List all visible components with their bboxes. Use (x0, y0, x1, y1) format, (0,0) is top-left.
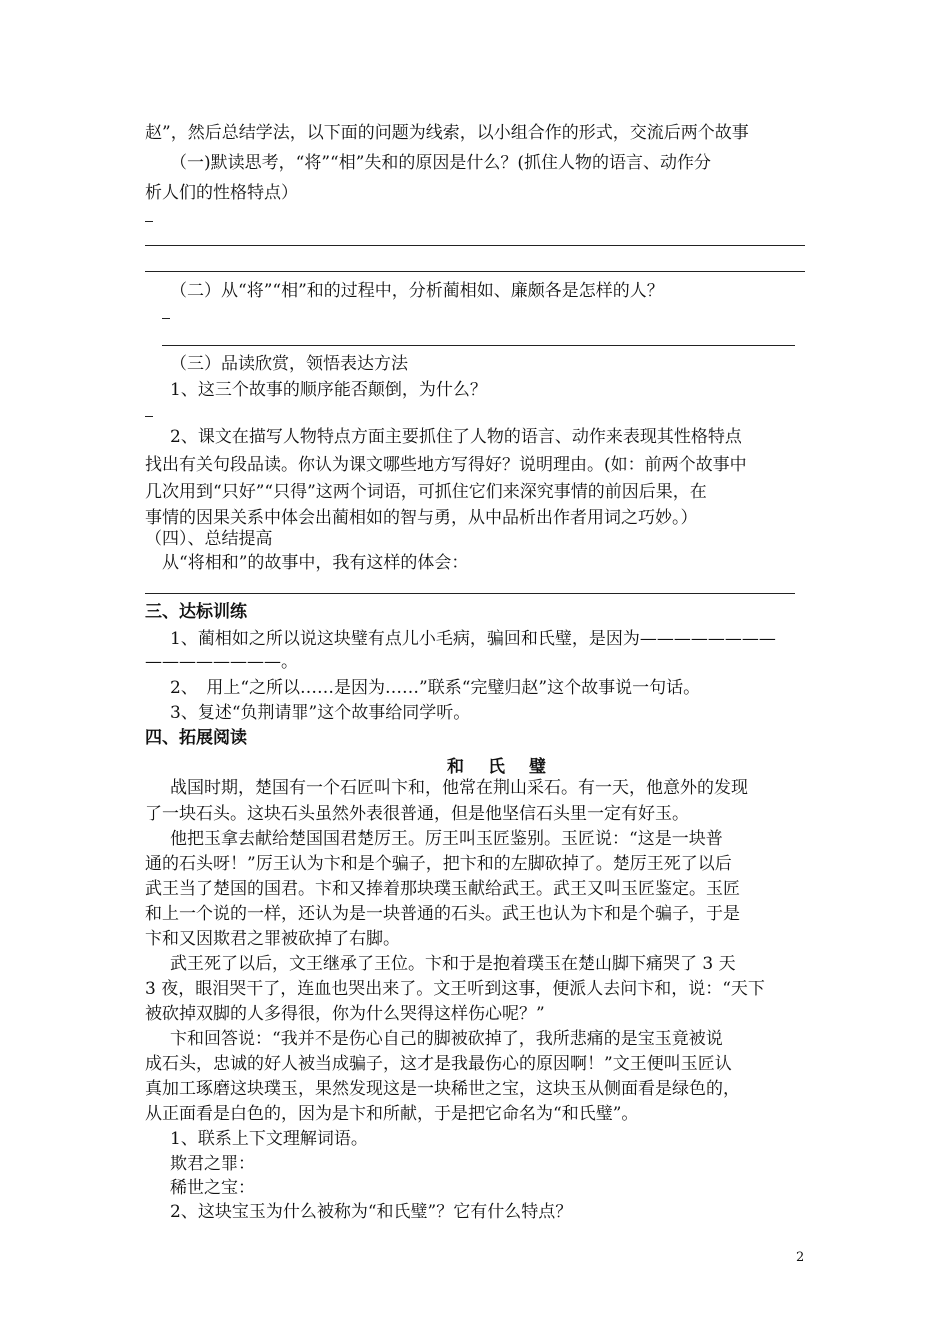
text-line: 从“将相和”的故事中，我有这样的体会： (162, 553, 469, 573)
story-paragraph-line: 从正面看是白色的，因为是卞和所献，于是把它命名为“和氏璧”。 (145, 1104, 639, 1124)
reading-question-1: 1、联系上下文理解词语。 (170, 1129, 368, 1149)
answer-line[interactable] (162, 345, 795, 346)
answer-blank-marker (145, 221, 153, 222)
story-paragraph-line: 了一块石头。这块石头虽然外表很普通，但是他坚信石头里一定有好玉。 (145, 804, 689, 824)
question-2-prompt: （二）从“将”“相”和的过程中，分析蔺相如、廉颇各是怎样的人？ (170, 281, 664, 301)
story-paragraph-line: 3 夜，眼泪哭干了，连血也哭出来了。文王听到这事，便派人去问卞和，说：“天下 (145, 979, 765, 999)
story-paragraph-line: 真加工琢磨这块璞玉，果然发现这是一块稀世之宝，这块玉从侧面看是绿色的， (145, 1079, 740, 1099)
story-paragraph-line: 卞和回答说：“我并不是伤心自己的脚被砍掉了，我所悲痛的是宝玉竟被说 (170, 1029, 723, 1049)
text-line: 赵”，然后总结学法，以下面的问题为线索，以小组合作的形式，交流后两个故事 (145, 123, 749, 143)
section-4-heading: （四）、总结提高 (145, 529, 273, 549)
answer-blank-marker (162, 318, 170, 319)
story-title: 和氏璧 (447, 757, 570, 777)
story-paragraph-line: 武王当了楚国的国君。卞和又捧着那块璞玉献给武王。武王又叫玉匠鉴定。玉匠 (145, 879, 740, 899)
answer-blank-marker (145, 416, 153, 417)
story-paragraph-line: 武王死了以后，文王继承了王位。卞和于是抱着璞玉在楚山脚下痛哭了 3 天 (170, 954, 736, 974)
text-line: 析人们的性格特点） (145, 183, 298, 203)
text-line: 事情的因果关系中体会出蔺相如的智与勇，从中品析出作者用词之巧妙。） (145, 508, 698, 528)
text-line: 几次用到“只好”“只得”这两个词语，可抓住它们来深究事情的前因后果，在 (145, 482, 707, 502)
story-paragraph-line: 通的石头呀！”厉王认为卞和是个骗子，把卞和的左脚砍掉了。楚厉王死了以后 (145, 854, 732, 874)
answer-line[interactable] (145, 245, 805, 246)
exercise-2: 2、 用上“之所以……是因为……”联系“完璧归赵”这个故事说一句话。 (170, 678, 701, 698)
story-paragraph-line: 被砍掉双脚的人多得很，你为什么哭得这样伤心呢？” (145, 1004, 545, 1024)
section-3-heading: （三）品读欣赏，领悟表达方法 (170, 354, 408, 374)
vocab-item: 稀世之宝： (170, 1178, 255, 1198)
answer-line[interactable] (145, 593, 795, 594)
vocab-item: 欺君之罪： (170, 1154, 255, 1174)
heading-extended-reading: 四、拓展阅读 (145, 728, 247, 748)
exercise-1-cont: ————————。 (145, 652, 298, 672)
text-line: 找出有关句段品读。你认为课文哪些地方写得好？说明理由。(如：前两个故事中 (145, 455, 747, 475)
question-text: 2、课文在描写人物特点方面主要抓住了人物的语言、动作来表现其性格特点 (170, 427, 742, 447)
page-number: 2 (796, 1250, 805, 1265)
story-paragraph-line: 成石头，忠诚的好人被当成骗子，这才是我最伤心的原因啊！”文王便叫玉匠认 (145, 1054, 732, 1074)
exercise-3: 3、复述“负荆请罪”这个故事给同学听。 (170, 703, 471, 723)
story-paragraph-line: 卞和又因欺君之罪被砍掉了右脚。 (145, 929, 400, 949)
reading-question-2: 2、这块宝玉为什么被称为“和氏璧”？它有什么特点？ (170, 1202, 573, 1222)
story-paragraph-line: 他把玉拿去献给楚国国君楚厉王。厉王叫玉匠鉴别。玉匠说：“这是一块普 (170, 829, 723, 849)
story-paragraph-line: 和上一个说的一样，还认为是一块普通的石头。武王也认为卞和是个骗子，于是 (145, 904, 740, 924)
question-1-prompt: （一)默读思考，“将”“相”失和的原因是什么？(抓住人物的语言、动作分 (170, 153, 712, 173)
exercise-1: 1、蔺相如之所以说这块璧有点儿小毛病，骗回和氏璧，是因为———————— (170, 629, 776, 649)
heading-practice: 三、达标训练 (145, 602, 247, 622)
answer-line[interactable] (145, 271, 805, 272)
story-paragraph-line: 战国时期，楚国有一个石匠叫卞和，他常在荆山采石。有一天，他意外的发现 (170, 778, 748, 798)
question-text: 1、这三个故事的顺序能否颠倒，为什么？ (170, 380, 487, 400)
